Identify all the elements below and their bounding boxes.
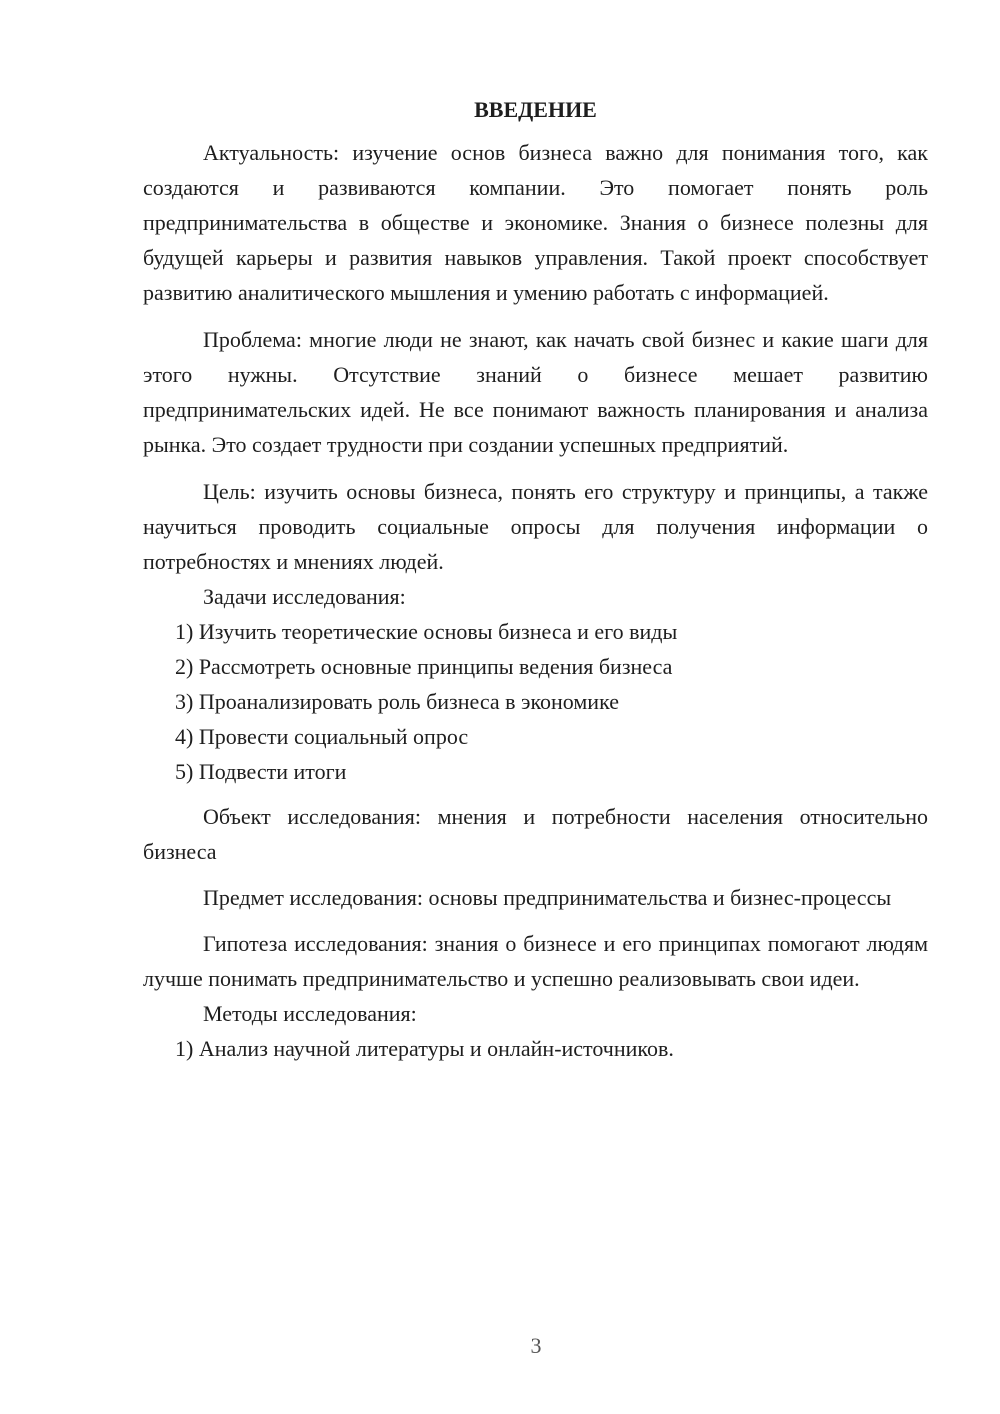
methods-list <box>143 1031 928 1066</box>
list-item: 5) Подвести итоги <box>175 759 347 784</box>
paragraph-goal: Цель: изучить основы бизнеса, понять его структуру и принципы, а также научиться проводить социальные опросы для получения информации о потребностях и мнениях людей. <box>143 479 928 574</box>
methods-title: Методы исследования: <box>203 1001 417 1026</box>
list-item: 4) Провести социальный опрос <box>175 724 469 749</box>
paragraph-object: Объект исследования: мнения и потребности населения относительно бизнеса <box>143 804 928 864</box>
page-number: 3 <box>530 1333 542 1358</box>
list-item: 2) Рассмотреть основные принципы ведения бизнеса <box>175 654 673 679</box>
section-heading: ВВЕДЕНИЕ <box>474 97 597 122</box>
tasks-list <box>143 614 928 789</box>
tasks-title: Задачи исследования: <box>203 584 406 609</box>
list-item: 1) Анализ научной литературы и онлайн-источников. <box>175 1036 674 1061</box>
page-content <box>143 95 928 1066</box>
paragraph-relevance: Актуальность: изучение основ бизнеса важно для понимания того, как создаются и развиваются компании. Это помогает понять роль предпринимательства в обществе и экономике. Знания о бизнесе полезны для будущей карьеры и развития навыков управления. Такой проект способствует развитию аналитического мышления и умению работать с информацией. <box>143 140 928 305</box>
paragraph-hypothesis: Гипотеза исследования: знания о бизнесе и его принципах помогают людям лучше понимать предпринимательство и успешно реализовывать свои идеи. <box>143 931 928 991</box>
list-item: 3) Проанализировать роль бизнеса в экономике <box>175 689 619 714</box>
paragraph-subject: Предмет исследования: основы предпринимательства и бизнес-процессы <box>203 885 892 910</box>
list-item: 1) Изучить теоретические основы бизнеса и его виды <box>175 619 678 644</box>
paragraph-problem: Проблема: многие люди не знают, как начать свой бизнес и какие шаги для этого нужны. Отсутствие знаний о бизнесе мешает развитию предпринимательских идей. Не все понимают важность планирования и анализа рынка. Это создает трудности при создании успешных предприятий. <box>143 327 928 457</box>
